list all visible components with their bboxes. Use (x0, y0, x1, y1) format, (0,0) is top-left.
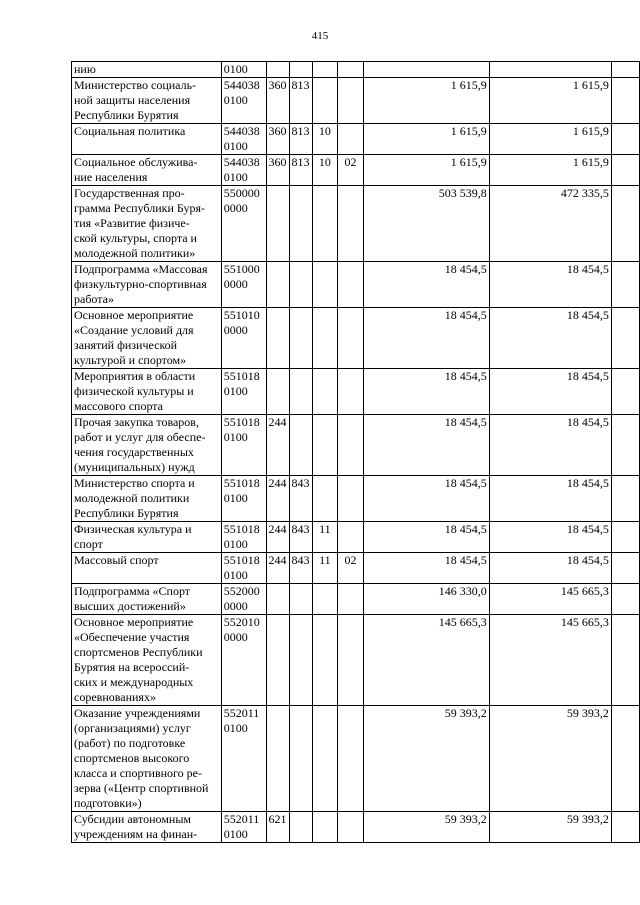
cell-subsection: 02 (338, 553, 364, 584)
cell-target-code: 551018 0100 (221, 369, 266, 415)
cell-section (312, 262, 338, 308)
cell-expense-type (266, 308, 289, 369)
cell-expense-type: 244 (266, 476, 289, 522)
cell-department (289, 62, 312, 78)
cell-section: 10 (312, 155, 338, 186)
cell-name: Основное мероприятие «Обеспечение участия спортсменов Республики Бурятия на всероссий- ских и международных соревнованиях» (72, 615, 222, 706)
cell-name: Социальная политика (72, 124, 222, 155)
cell-name: Оказание учреждениями (организациями) услуг (работ) по подготовке спортсменов высокого класса и спортивного ре- зерва («Центр спортивной подготовки») (72, 706, 222, 812)
cell-expense-type (266, 369, 289, 415)
cell-department: 813 (289, 155, 312, 186)
cell-empty (611, 186, 639, 262)
cell-amount-2: 18 454,5 (489, 262, 611, 308)
cell-target-code: 544038 0100 (221, 124, 266, 155)
cell-name: Прочая закупка товаров, работ и услуг для обеспе- чения государственных (муниципальных) нужд (72, 415, 222, 476)
cell-section (312, 415, 338, 476)
table-row (72, 615, 640, 706)
cell-empty (611, 584, 639, 615)
cell-department: 843 (289, 476, 312, 522)
cell-expense-type: 360 (266, 124, 289, 155)
cell-empty (611, 78, 639, 124)
cell-amount-2: 18 454,5 (489, 522, 611, 553)
cell-empty (611, 706, 639, 812)
cell-target-code: 551018 0100 (221, 522, 266, 553)
cell-department (289, 706, 312, 812)
cell-empty (611, 615, 639, 706)
cell-target-code: 552010 0000 (221, 615, 266, 706)
cell-department (289, 415, 312, 476)
cell-subsection (338, 706, 364, 812)
cell-section: 11 (312, 553, 338, 584)
cell-expense-type (266, 584, 289, 615)
cell-target-code: 551018 0100 (221, 415, 266, 476)
cell-section (312, 308, 338, 369)
cell-target-code: 544038 0100 (221, 155, 266, 186)
cell-section (312, 584, 338, 615)
cell-expense-type: 621 (266, 812, 289, 843)
cell-amount-1: 18 454,5 (363, 308, 489, 369)
cell-empty (611, 476, 639, 522)
cell-empty (611, 369, 639, 415)
cell-department (289, 812, 312, 843)
cell-subsection (338, 369, 364, 415)
cell-empty (611, 415, 639, 476)
cell-amount-1: 59 393,2 (363, 812, 489, 843)
cell-name: Подпрограмма «Спорт высших достижений» (72, 584, 222, 615)
cell-amount-1: 18 454,5 (363, 553, 489, 584)
cell-subsection (338, 415, 364, 476)
cell-empty (611, 155, 639, 186)
cell-amount-2: 59 393,2 (489, 812, 611, 843)
cell-section: 11 (312, 522, 338, 553)
cell-name: Социальное обслужива- ние населения (72, 155, 222, 186)
cell-amount-1: 59 393,2 (363, 706, 489, 812)
table-row (72, 186, 640, 262)
cell-section (312, 78, 338, 124)
cell-amount-2: 18 454,5 (489, 369, 611, 415)
cell-amount-1: 146 330,0 (363, 584, 489, 615)
cell-subsection (338, 615, 364, 706)
cell-amount-1: 18 454,5 (363, 262, 489, 308)
cell-amount-1 (363, 62, 489, 78)
cell-department (289, 186, 312, 262)
cell-amount-2: 18 454,5 (489, 476, 611, 522)
cell-department (289, 584, 312, 615)
cell-name: Массовый спорт (72, 553, 222, 584)
cell-expense-type: 360 (266, 78, 289, 124)
cell-amount-1: 18 454,5 (363, 476, 489, 522)
cell-name: Субсидии автономным учреждениям на финан- (72, 812, 222, 843)
cell-expense-type (266, 262, 289, 308)
cell-name: Мероприятия в области физической культуры и массового спорта (72, 369, 222, 415)
cell-name: Министерство спорта и молодежной политики Республики Бурятия (72, 476, 222, 522)
cell-subsection (338, 308, 364, 369)
cell-expense-type (266, 186, 289, 262)
cell-target-code: 551018 0100 (221, 553, 266, 584)
table-row (72, 262, 640, 308)
cell-empty (611, 522, 639, 553)
cell-amount-2: 1 615,9 (489, 78, 611, 124)
cell-section (312, 706, 338, 812)
cell-department: 813 (289, 124, 312, 155)
cell-amount-2: 18 454,5 (489, 415, 611, 476)
cell-amount-1: 18 454,5 (363, 522, 489, 553)
cell-name: Основное мероприятие «Создание условий для занятий физической культурой и спортом» (72, 308, 222, 369)
cell-section (312, 812, 338, 843)
cell-subsection (338, 522, 364, 553)
cell-target-code: 0100 (221, 62, 266, 78)
cell-department: 843 (289, 522, 312, 553)
cell-name: нию (72, 62, 222, 78)
cell-section (312, 369, 338, 415)
cell-target-code: 552011 0100 (221, 812, 266, 843)
table-row (72, 476, 640, 522)
table-row (72, 812, 640, 843)
cell-target-code: 550000 0000 (221, 186, 266, 262)
cell-empty (611, 62, 639, 78)
cell-target-code: 552000 0000 (221, 584, 266, 615)
cell-department (289, 369, 312, 415)
cell-amount-1: 18 454,5 (363, 415, 489, 476)
cell-expense-type (266, 62, 289, 78)
table-row (72, 553, 640, 584)
page-number: 415 (311, 30, 329, 42)
cell-amount-1: 1 615,9 (363, 78, 489, 124)
cell-department (289, 262, 312, 308)
cell-name: Государственная про- грамма Республики Буря- тия «Развитие физиче- ской культуры, спорта и молодежной политики» (72, 186, 222, 262)
cell-expense-type: 360 (266, 155, 289, 186)
table-row (72, 369, 640, 415)
cell-target-code: 551018 0100 (221, 476, 266, 522)
cell-expense-type (266, 615, 289, 706)
cell-expense-type: 244 (266, 415, 289, 476)
cell-subsection (338, 476, 364, 522)
cell-target-code: 551000 0000 (221, 262, 266, 308)
table-row (72, 155, 640, 186)
cell-section (312, 476, 338, 522)
cell-target-code: 544038 0100 (221, 78, 266, 124)
cell-amount-2 (489, 62, 611, 78)
cell-amount-2: 18 454,5 (489, 553, 611, 584)
cell-amount-1: 1 615,9 (363, 155, 489, 186)
cell-subsection (338, 812, 364, 843)
cell-subsection (338, 62, 364, 78)
table-row (72, 706, 640, 812)
cell-target-code: 551010 0000 (221, 308, 266, 369)
cell-section (312, 615, 338, 706)
cell-expense-type: 244 (266, 553, 289, 584)
cell-name: Министерство социаль- ной защиты населения Республики Бурятия (72, 78, 222, 124)
table-row (72, 308, 640, 369)
table-row (72, 584, 640, 615)
cell-section: 10 (312, 124, 338, 155)
cell-empty (611, 308, 639, 369)
cell-department: 843 (289, 553, 312, 584)
cell-subsection (338, 262, 364, 308)
cell-subsection: 02 (338, 155, 364, 186)
table-row (72, 415, 640, 476)
cell-empty (611, 124, 639, 155)
cell-department (289, 615, 312, 706)
cell-amount-1: 18 454,5 (363, 369, 489, 415)
table-row (72, 522, 640, 553)
cell-expense-type: 244 (266, 522, 289, 553)
budget-table (71, 61, 640, 843)
cell-amount-2: 1 615,9 (489, 155, 611, 186)
cell-amount-2: 472 335,5 (489, 186, 611, 262)
cell-empty (611, 812, 639, 843)
cell-subsection (338, 186, 364, 262)
cell-amount-2: 18 454,5 (489, 308, 611, 369)
cell-department (289, 308, 312, 369)
cell-subsection (338, 584, 364, 615)
table-row (72, 124, 640, 155)
cell-subsection (338, 124, 364, 155)
cell-amount-2: 1 615,9 (489, 124, 611, 155)
table-row (72, 78, 640, 124)
cell-empty (611, 262, 639, 308)
cell-subsection (338, 78, 364, 124)
cell-section (312, 186, 338, 262)
cell-name: Физическая культура и спорт (72, 522, 222, 553)
cell-amount-2: 145 665,3 (489, 615, 611, 706)
cell-expense-type (266, 706, 289, 812)
cell-department: 813 (289, 78, 312, 124)
cell-empty (611, 553, 639, 584)
cell-target-code: 552011 0100 (221, 706, 266, 812)
cell-name: Подпрограмма «Массовая физкультурно-спортивная работа» (72, 262, 222, 308)
cell-amount-1: 503 539,8 (363, 186, 489, 262)
cell-section (312, 62, 338, 78)
cell-amount-2: 145 665,3 (489, 584, 611, 615)
cell-amount-1: 145 665,3 (363, 615, 489, 706)
cell-amount-2: 59 393,2 (489, 706, 611, 812)
cell-amount-1: 1 615,9 (363, 124, 489, 155)
table-row (72, 62, 640, 78)
